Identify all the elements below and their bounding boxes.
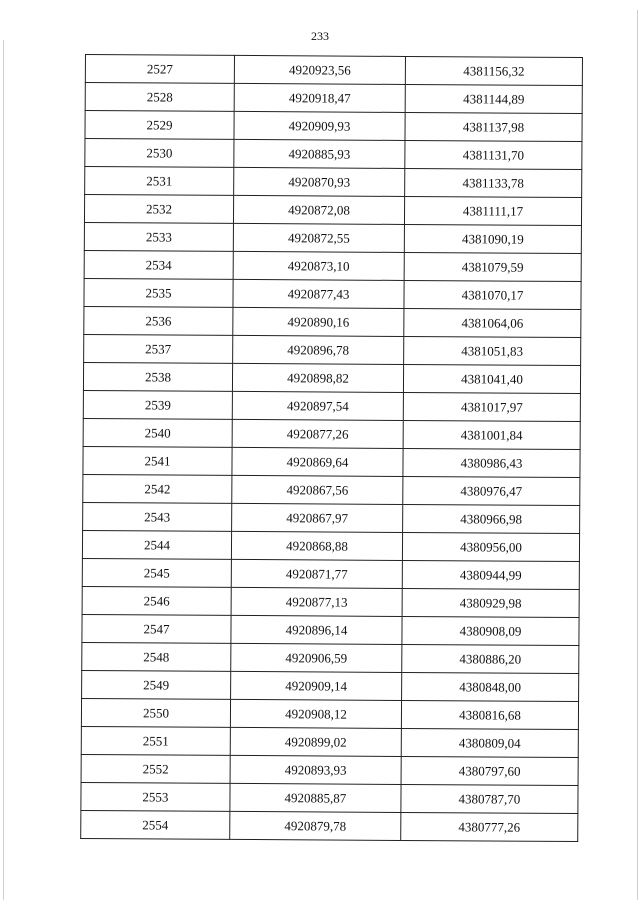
y-coordinate-cell: 4380848,00 <box>402 672 579 701</box>
point-number-cell: 2538 <box>83 362 232 391</box>
table-row <box>83 446 580 477</box>
scan-edge-left <box>3 40 4 900</box>
x-coordinate-cell: 4920899,02 <box>230 727 401 756</box>
x-coordinate-cell: 4920871,77 <box>231 559 402 588</box>
scan-edge-right <box>637 10 638 900</box>
point-number-cell: 2540 <box>83 418 232 447</box>
table-row <box>85 111 582 142</box>
table-row <box>84 250 581 281</box>
y-coordinate-cell: 4380929,98 <box>402 588 579 617</box>
y-coordinate-cell: 4380777,26 <box>401 812 578 841</box>
table-row <box>85 167 582 198</box>
x-coordinate-cell: 4920898,82 <box>232 363 403 392</box>
point-number-cell: 2548 <box>82 642 231 671</box>
table-row <box>83 390 580 421</box>
y-coordinate-cell: 4381131,70 <box>405 140 582 169</box>
y-coordinate-cell: 4381079,59 <box>404 252 581 281</box>
point-number-cell: 2545 <box>82 558 231 587</box>
table-row <box>81 754 578 785</box>
x-coordinate-cell: 4920885,93 <box>234 139 405 168</box>
point-number-cell: 2546 <box>82 586 231 615</box>
point-number-cell: 2537 <box>84 334 233 363</box>
x-coordinate-cell: 4920909,14 <box>231 671 402 700</box>
y-coordinate-cell: 4381144,89 <box>405 84 582 113</box>
x-coordinate-cell: 4920909,93 <box>234 111 405 140</box>
table-row <box>82 586 579 617</box>
y-coordinate-cell: 4380787,70 <box>401 784 578 813</box>
y-coordinate-cell: 4381041,40 <box>403 364 580 393</box>
point-number-cell: 2542 <box>83 474 232 503</box>
point-number-cell: 2527 <box>85 55 234 84</box>
point-number-cell: 2529 <box>85 111 234 140</box>
table-row <box>83 418 580 449</box>
point-number-cell: 2549 <box>82 670 231 699</box>
point-number-cell: 2531 <box>85 167 234 196</box>
x-coordinate-cell: 4920897,54 <box>232 391 403 420</box>
x-coordinate-cell: 4920877,43 <box>233 279 404 308</box>
y-coordinate-cell: 4380944,99 <box>402 560 579 589</box>
y-coordinate-cell: 4381156,32 <box>405 56 582 85</box>
y-coordinate-cell: 4380966,98 <box>403 504 580 533</box>
table-row <box>84 195 581 226</box>
page-number: 233 <box>311 29 329 43</box>
point-number-cell: 2543 <box>83 502 232 531</box>
table-row <box>83 502 580 533</box>
table-row <box>83 474 580 505</box>
y-coordinate-cell: 4380956,00 <box>402 532 579 561</box>
x-coordinate-cell: 4920879,78 <box>230 811 401 840</box>
table-row <box>85 55 582 86</box>
table-row <box>83 362 580 393</box>
x-coordinate-cell: 4920918,47 <box>234 83 405 112</box>
point-number-cell: 2535 <box>84 278 233 307</box>
table-row <box>84 222 581 253</box>
table-row <box>84 334 581 365</box>
table-row <box>85 139 582 170</box>
y-coordinate-cell: 4381133,78 <box>405 168 582 197</box>
y-coordinate-cell: 4381064,06 <box>404 308 581 337</box>
y-coordinate-cell: 4381001,84 <box>403 420 580 449</box>
table-row <box>82 614 579 645</box>
point-number-cell: 2547 <box>82 614 231 643</box>
point-number-cell: 2528 <box>85 83 234 112</box>
y-coordinate-cell: 4381137,98 <box>405 112 582 141</box>
point-number-cell: 2532 <box>84 195 233 224</box>
y-coordinate-cell: 4381090,19 <box>404 224 581 253</box>
y-coordinate-cell: 4380976,47 <box>403 476 580 505</box>
x-coordinate-cell: 4920896,14 <box>231 615 402 644</box>
point-number-cell: 2533 <box>84 222 233 251</box>
y-coordinate-cell: 4381051,83 <box>404 336 581 365</box>
x-coordinate-cell: 4920867,97 <box>232 503 403 532</box>
table-row <box>82 642 579 673</box>
table-row <box>82 530 579 561</box>
y-coordinate-cell: 4381017,97 <box>403 392 580 421</box>
x-coordinate-cell: 4920872,55 <box>233 223 404 252</box>
table-row <box>81 698 578 729</box>
table-row <box>85 83 582 114</box>
coordinates-table <box>80 54 583 842</box>
point-number-cell: 2554 <box>81 810 230 839</box>
x-coordinate-cell: 4920873,10 <box>233 251 404 280</box>
y-coordinate-cell: 4380809,04 <box>401 728 578 757</box>
x-coordinate-cell: 4920890,16 <box>233 307 404 336</box>
point-number-cell: 2534 <box>84 250 233 279</box>
x-coordinate-cell: 4920885,87 <box>230 783 401 812</box>
point-number-cell: 2553 <box>81 782 230 811</box>
x-coordinate-cell: 4920870,93 <box>234 167 405 196</box>
table-row <box>82 558 579 589</box>
x-coordinate-cell: 4920877,13 <box>231 587 402 616</box>
table-row <box>84 306 581 337</box>
x-coordinate-cell: 4920923,56 <box>234 55 405 84</box>
point-number-cell: 2552 <box>81 754 230 783</box>
point-number-cell: 2550 <box>81 698 230 727</box>
x-coordinate-cell: 4920896,78 <box>233 335 404 364</box>
x-coordinate-cell: 4920872,08 <box>233 195 404 224</box>
y-coordinate-cell: 4380797,60 <box>401 756 578 785</box>
point-number-cell: 2530 <box>85 139 234 168</box>
y-coordinate-cell: 4380908,09 <box>402 616 579 645</box>
y-coordinate-cell: 4380986,43 <box>403 448 580 477</box>
point-number-cell: 2536 <box>84 306 233 335</box>
y-coordinate-cell: 4380816,68 <box>401 700 578 729</box>
table-row <box>81 810 578 841</box>
table-body <box>81 55 583 842</box>
point-number-cell: 2544 <box>82 530 231 559</box>
point-number-cell: 2539 <box>83 390 232 419</box>
point-number-cell: 2551 <box>81 726 230 755</box>
table-row <box>81 782 578 813</box>
x-coordinate-cell: 4920868,88 <box>231 531 402 560</box>
x-coordinate-cell: 4920877,26 <box>232 419 403 448</box>
table-row <box>82 670 579 701</box>
x-coordinate-cell: 4920867,56 <box>232 475 403 504</box>
x-coordinate-cell: 4920906,59 <box>231 643 402 672</box>
x-coordinate-cell: 4920893,93 <box>230 755 401 784</box>
x-coordinate-cell: 4920908,12 <box>230 699 401 728</box>
table-row <box>84 278 581 309</box>
x-coordinate-cell: 4920869,64 <box>232 447 403 476</box>
y-coordinate-cell: 4380886,20 <box>402 644 579 673</box>
point-number-cell: 2541 <box>83 446 232 475</box>
y-coordinate-cell: 4381111,17 <box>404 196 581 225</box>
table-row <box>81 726 578 757</box>
y-coordinate-cell: 4381070,17 <box>404 280 581 309</box>
